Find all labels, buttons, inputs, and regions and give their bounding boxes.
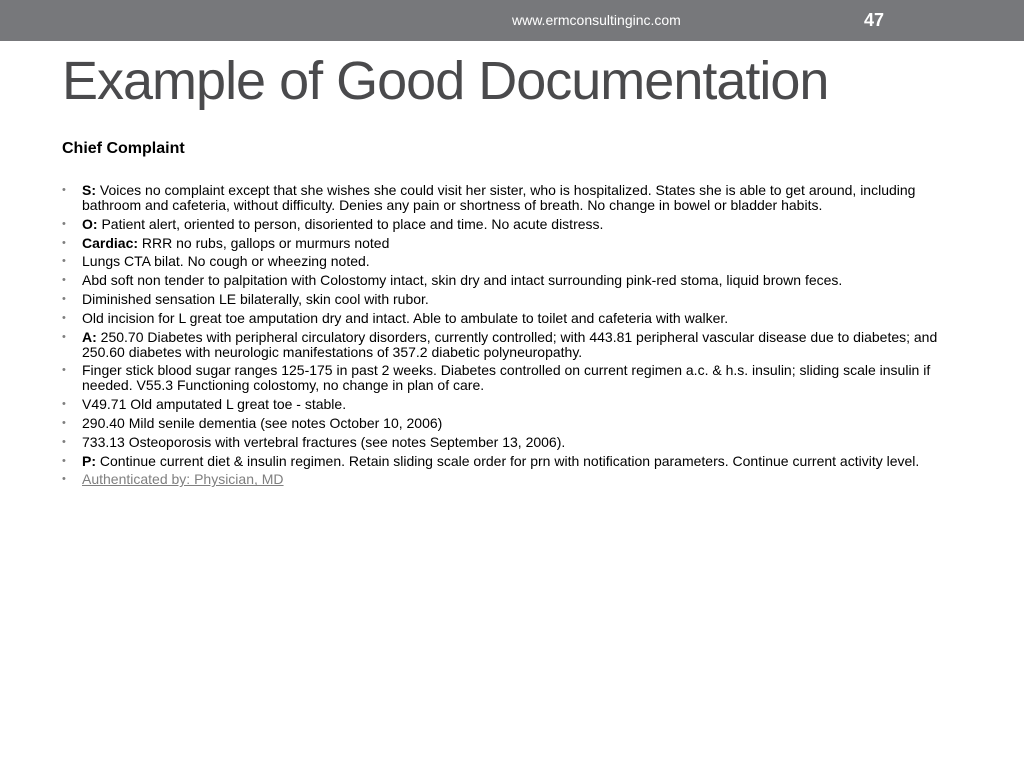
item-label: S: — [82, 182, 96, 198]
item-text: Diminished sensation LE bilaterally, skin cool with rubor. — [82, 290, 429, 307]
list-item — [62, 363, 962, 393]
item-text: V49.71 Old amputated L great toe - stable. — [82, 396, 347, 413]
bullet-list — [62, 183, 962, 491]
item-text: Old incision for L great toe amputation dry and intact. Able to ambulate to toilet and cafeteria with walker. — [82, 309, 729, 326]
item-text: RRR no rubs, gallops or murmurs noted — [138, 234, 390, 251]
slide-title: Example of Good Documentation — [62, 51, 829, 111]
list-item-subjective — [62, 183, 962, 213]
list-item — [62, 254, 962, 269]
list-item — [62, 416, 962, 431]
section-heading: Chief Complaint — [62, 140, 185, 157]
item-text: Continue current diet & insulin regimen. Retain sliding scale order for prn with notification parameters. Continue current activity level. — [96, 452, 920, 469]
item-text: 290.40 Mild senile dementia (see notes October 10, 2006) — [82, 414, 443, 431]
item-text: 733.13 Osteoporosis with vertebral fractures (see notes September 13, 2006). — [82, 433, 566, 450]
list-item-plan — [62, 454, 962, 469]
list-item-assessment — [62, 330, 962, 360]
list-item — [62, 273, 962, 288]
item-label: O: — [82, 215, 98, 232]
list-item-authenticated — [62, 472, 962, 487]
item-text: Patient alert, oriented to person, disoriented to place and time. No acute distress. — [97, 215, 604, 232]
site-url: www.ermconsultinginc.com — [512, 12, 681, 28]
item-label: P: — [82, 452, 96, 469]
item-label: A: — [82, 328, 97, 345]
item-text: 250.70 Diabetes with peripheral circulatory disorders, currently controlled; with 443.81 peripheral vascular disease due to diabetes; and 250.60 diabetes with neurologic manifestations of 357.2 diabetic polyneuropathy. — [82, 328, 938, 360]
item-label: Cardiac: — [82, 234, 139, 251]
list-item — [62, 311, 962, 326]
list-item-objective — [62, 217, 962, 232]
list-item-cardiac — [62, 236, 962, 251]
slide-number: 47 — [864, 10, 885, 30]
list-item — [62, 292, 962, 307]
authenticated-link[interactable]: Authenticated by: Physician, MD — [82, 471, 284, 488]
list-item — [62, 435, 962, 450]
list-item — [62, 397, 962, 412]
top-bar — [0, 0, 1024, 41]
item-text: Lungs CTA bilat. No cough or wheezing noted. — [82, 253, 370, 270]
item-text: Finger stick blood sugar ranges 125-175 in past 2 weeks. Diabetes controlled on current regimen a.c. & h.s. insulin; sliding scale insulin if needed. V55.3 Functioning colostomy, no change in plan of care. — [82, 362, 931, 394]
item-text: Voices no complaint except that she wishes she could visit her sister, who is hospitalized. States she is able to get around, including bathroom and cafeteria, without difficulty. Denies any pain or shortness of breath. No change in bowel or bladder habits. — [82, 182, 916, 213]
item-text: Abd soft non tender to palpitation with Colostomy intact, skin dry and intact surrounding pink-red stoma, liquid brown feces. — [82, 272, 843, 289]
